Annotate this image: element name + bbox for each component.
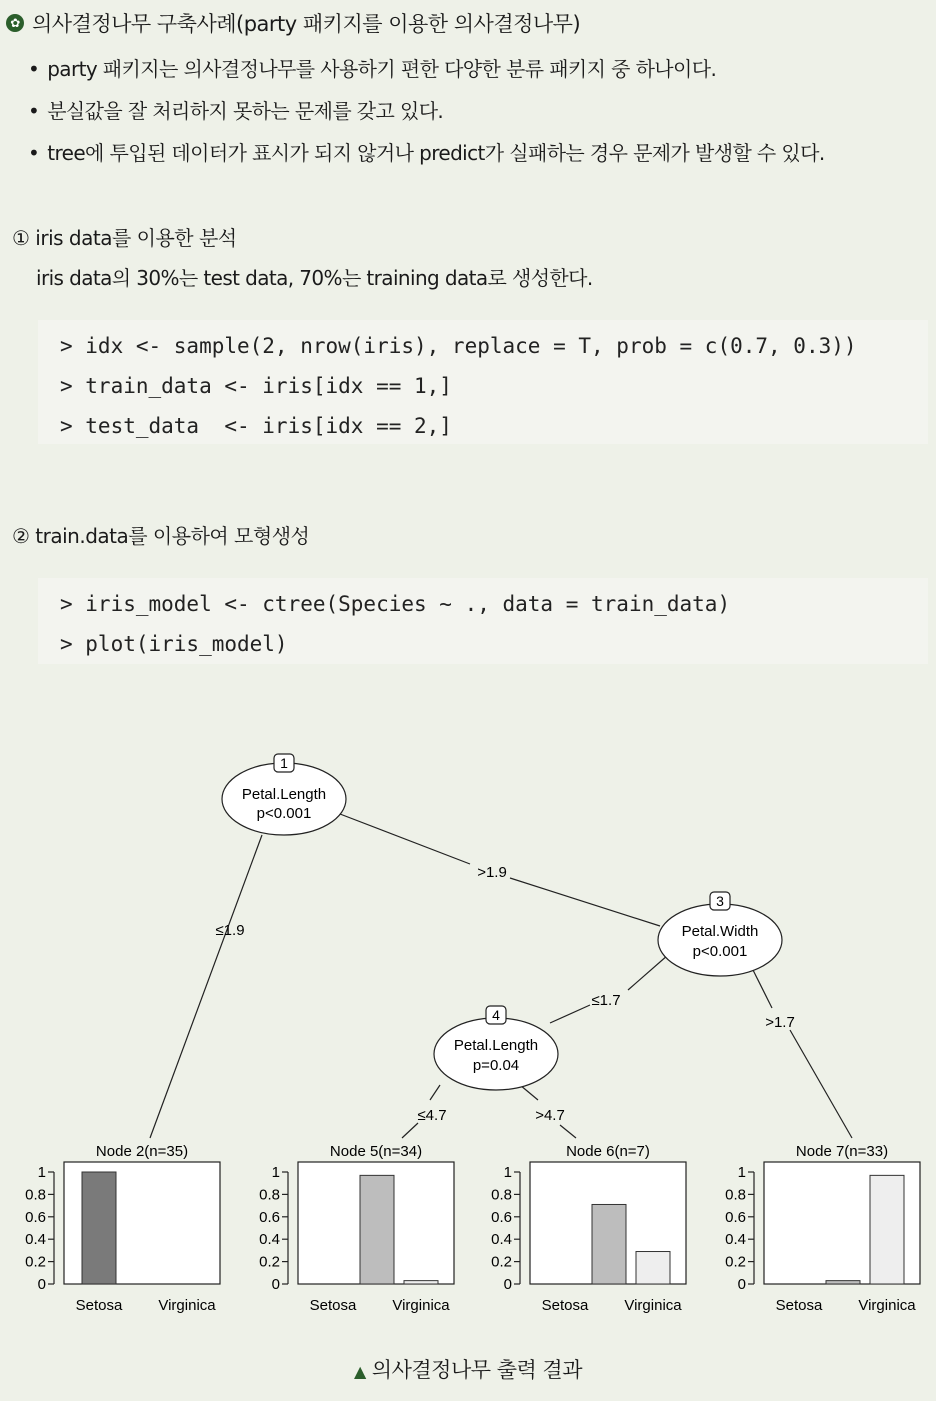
x-tick-label: Virginica: [158, 1297, 216, 1314]
terminal-node-panel: [25, 1143, 220, 1314]
y-tick-label: 0.4: [259, 1231, 280, 1249]
edge-label: ≤1.9: [215, 922, 245, 939]
edge-label: >1.7: [765, 1014, 795, 1031]
tree-node-id: 1: [280, 755, 288, 771]
y-tick-label: 0.6: [25, 1208, 46, 1226]
code-line: > plot(iris_model): [60, 632, 288, 656]
tree-node-id: 3: [716, 893, 724, 909]
bar-versicolor: [826, 1281, 860, 1284]
panel-title: Node 6(n=7): [566, 1143, 650, 1160]
y-tick-label: 0.2: [25, 1253, 46, 1271]
tree-node-stat: p=0.04: [472, 1057, 520, 1074]
x-tick-label: Virginica: [392, 1297, 450, 1314]
y-tick-label: 0.8: [25, 1186, 46, 1204]
tree-node-label: Petal.Width: [681, 923, 759, 940]
y-tick-label: 0.4: [725, 1231, 746, 1249]
y-tick-label: 1: [37, 1164, 46, 1181]
edge-label: >1.9: [477, 864, 507, 881]
y-tick-label: 0.2: [491, 1253, 512, 1271]
terminal-node-panel: [725, 1143, 920, 1314]
y-tick-label: 0.6: [491, 1208, 512, 1226]
tree-node-label: Petal.Length: [453, 1037, 539, 1054]
bar-versicolor: [592, 1204, 626, 1284]
heading-text: 의사결정나무 구축사례(party 패키지를 이용한 의사결정나무): [32, 12, 581, 36]
terminal-node-panel: [259, 1143, 454, 1314]
bar-virginica: [636, 1252, 670, 1284]
panel-title: Node 7(n=33): [795, 1143, 889, 1160]
terminal-node-panel: [491, 1143, 686, 1314]
y-tick-label: 0.8: [491, 1186, 512, 1204]
x-tick-label: Setosa: [541, 1297, 589, 1314]
y-tick-label: 0.4: [25, 1231, 46, 1249]
y-tick-label: 0: [37, 1276, 46, 1293]
bullet-list: [28, 48, 825, 174]
code-line: > test_data <- iris[idx == 2,]: [60, 414, 452, 438]
tree-node-1: [222, 754, 346, 835]
y-tick-label: 1: [737, 1164, 746, 1181]
decision-tree-svg: [0, 740, 936, 1340]
tree-node-4: [434, 1006, 558, 1090]
y-tick-label: 0.8: [259, 1186, 280, 1204]
bullet-item: • 분실값을 잘 처리하지 못하는 문제를 갖고 있다.: [28, 90, 825, 132]
tree-node-stat: p<0.001: [692, 943, 748, 960]
x-tick-label: Virginica: [858, 1297, 916, 1314]
y-tick-label: 0.8: [725, 1186, 746, 1204]
y-tick-label: 0: [737, 1276, 746, 1293]
step1-title: ① iris data를 이용한 분석: [12, 226, 237, 250]
step2-title: ② train.data를 이용하여 모형생성: [12, 524, 310, 548]
tree-node-stat: p<0.001: [256, 805, 312, 822]
bar-versicolor: [360, 1175, 394, 1284]
y-tick-label: 0.4: [491, 1231, 512, 1249]
star-icon: ✿: [6, 14, 24, 32]
y-tick-label: 0: [503, 1276, 512, 1293]
y-tick-label: 0.6: [259, 1208, 280, 1226]
x-tick-label: Setosa: [309, 1297, 357, 1314]
y-tick-label: 0.2: [259, 1253, 280, 1271]
tree-node-id: 4: [492, 1007, 500, 1023]
code-line: > idx <- sample(2, nrow(iris), replace = T, prob = c(0.7, 0.3)): [60, 334, 857, 358]
y-tick-label: 0.6: [725, 1208, 746, 1226]
y-tick-label: 1: [271, 1164, 280, 1181]
triangle-icon: ▲: [353, 1362, 366, 1381]
tree-node-label: Petal.Length: [241, 786, 327, 803]
x-tick-label: Setosa: [75, 1297, 123, 1314]
decision-tree-figure: [0, 740, 936, 1344]
code-line: > iris_model <- ctree(Species ~ ., data = train_data): [60, 592, 731, 616]
terminal-node-panels: [25, 1143, 920, 1314]
section-heading: [6, 8, 580, 38]
y-tick-label: 0.2: [725, 1253, 746, 1271]
edge-label: ≤1.7: [591, 992, 621, 1009]
bar-virginica: [870, 1175, 904, 1284]
tree-node-3: [658, 892, 782, 976]
y-tick-label: 0: [271, 1276, 280, 1293]
panel-title: Node 2(n=35): [95, 1143, 189, 1160]
bar-setosa: [82, 1172, 116, 1284]
code-line: > train_data <- iris[idx == 1,]: [60, 374, 452, 398]
code-block-1: [38, 320, 928, 444]
caption-text: 의사결정나무 출력 결과: [371, 1358, 583, 1382]
edge-label: ≤4.7: [417, 1107, 447, 1124]
bullet-item: • party 패키지는 의사결정나무를 사용하기 편한 다양한 분류 패키지 중 하나이다.: [28, 48, 825, 90]
bullet-item: • tree에 투입된 데이터가 표시가 되지 않거나 predict가 실패하는 경우 문제가 발생할 수 있다.: [28, 132, 825, 174]
x-tick-label: Virginica: [624, 1297, 682, 1314]
panel-title: Node 5(n=34): [329, 1143, 423, 1160]
x-tick-label: Setosa: [775, 1297, 823, 1314]
figure-caption: [0, 1354, 936, 1384]
bar-virginica: [404, 1281, 438, 1284]
y-tick-label: 1: [503, 1164, 512, 1181]
step1-description: iris data의 30%는 test data, 70%는 training data로 생성한다.: [36, 266, 593, 290]
code-block-2: [38, 578, 928, 664]
edge-label: >4.7: [535, 1107, 565, 1124]
